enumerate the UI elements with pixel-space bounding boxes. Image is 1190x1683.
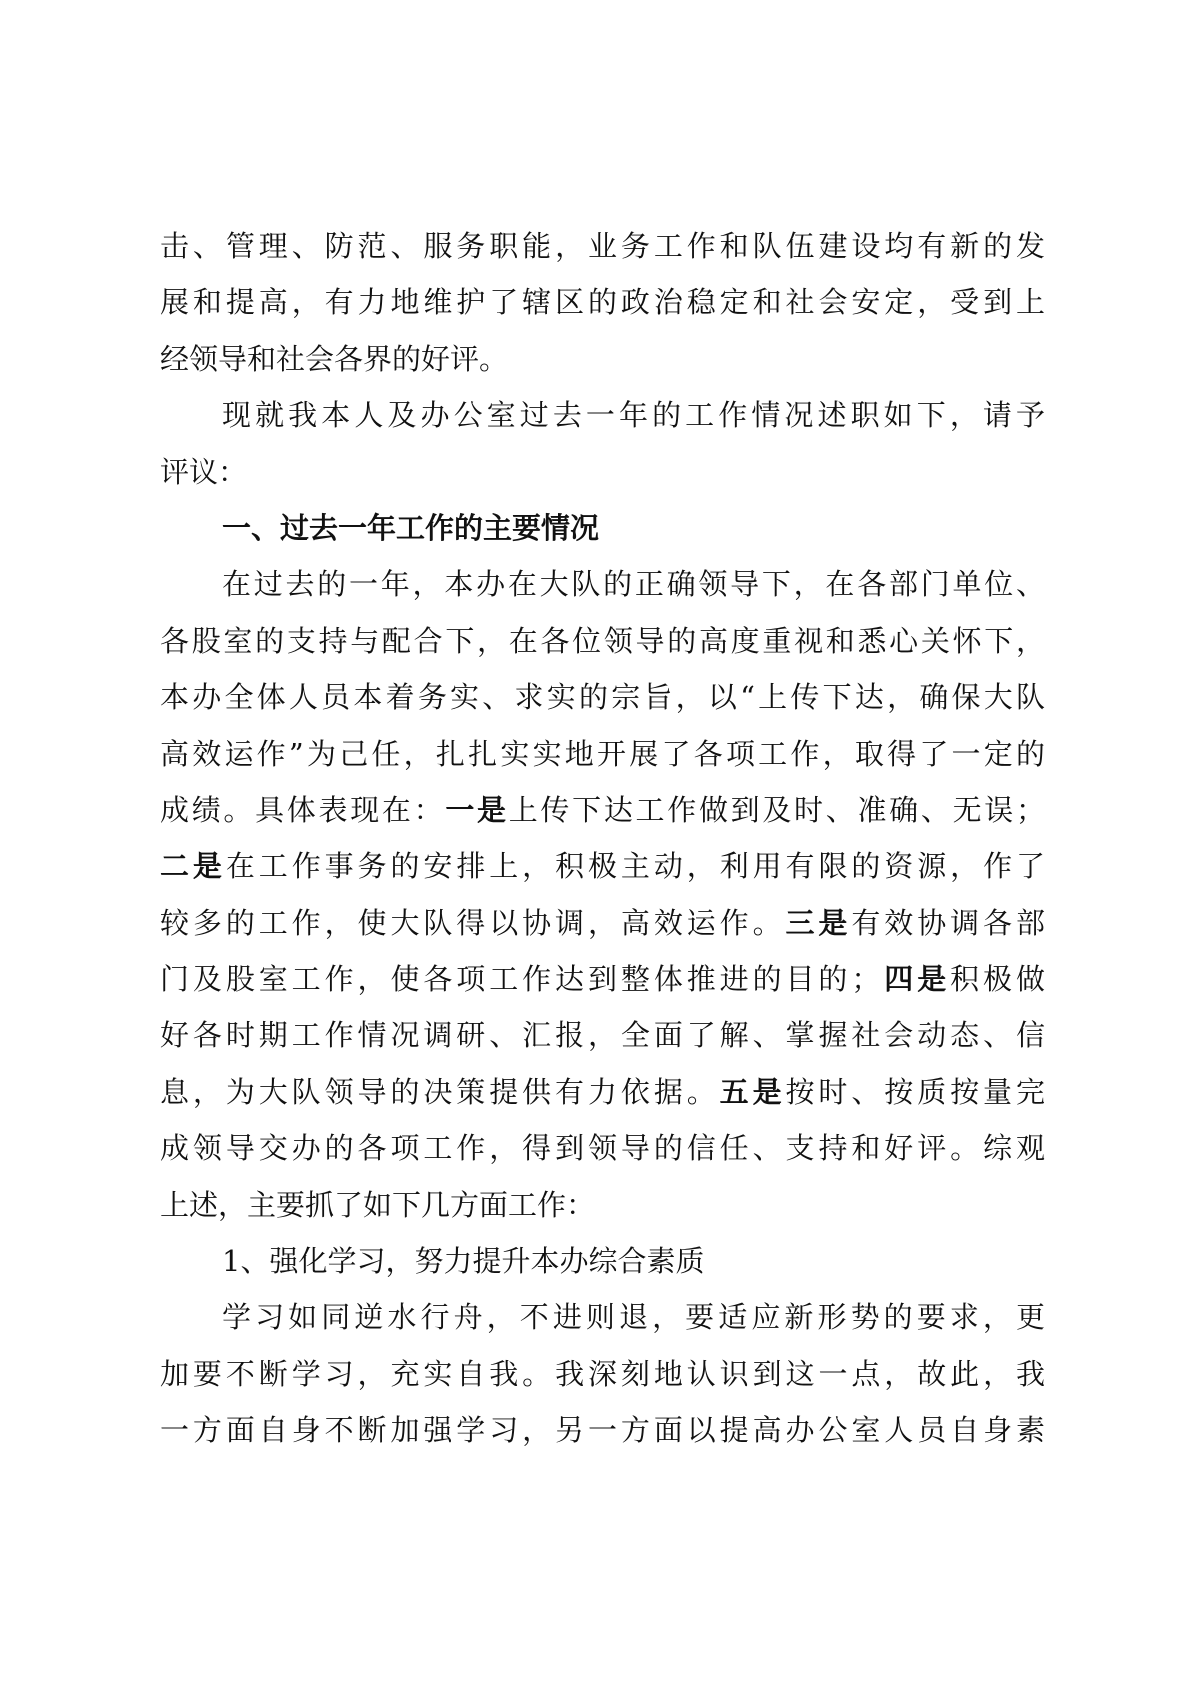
paragraph-line: 经领导和社会各界的好评。 <box>160 341 509 376</box>
paragraph-text: 成绩。具体表现在： <box>160 792 446 827</box>
paragraph-text: 上传下达工作做到及时、准确、无误； <box>508 792 1045 827</box>
point-label: 五是 <box>719 1074 786 1109</box>
paragraph-text: 在工作事务的安排上，积极主动，利用有限的资源，作了 <box>225 849 1045 884</box>
point-label: 三是 <box>785 905 852 940</box>
paragraph-line <box>160 838 1045 894</box>
paragraph-line: 本办全体人员本着务实、求实的宗旨，以“上传下达，确保大队 <box>160 680 1045 715</box>
paragraph-line: 各股室的支持与配合下，在各位领导的高度重视和悉心关怀下， <box>160 623 1045 658</box>
paragraph-line: 成领导交办的各项工作，得到领导的信任、支持和好评。综观 <box>160 1131 1045 1166</box>
paragraph-line: 一方面自身不断加强学习，另一方面以提高办公室人员自身素 <box>160 1413 1045 1448</box>
paragraph-line: 加要不断学习，充实自我。我深刻地认识到这一点，故此，我 <box>160 1356 1045 1391</box>
paragraph-line: 上述，主要抓了如下几方面工作： <box>160 1187 596 1222</box>
paragraph-line <box>160 782 1045 838</box>
paragraph-line <box>160 1064 1045 1120</box>
paragraph-text: 息，为大队领导的决策提供有力依据。 <box>160 1074 720 1109</box>
paragraph-line: 高效运作”为己任，扎扎实实地开展了各项工作，取得了一定的 <box>160 736 1045 771</box>
point-label: 四是 <box>880 962 951 997</box>
paragraph-line: 击、管理、防范、服务职能，业务工作和队伍建设均有新的发 <box>160 229 1045 263</box>
paragraph-text: 有效协调各部 <box>851 905 1045 940</box>
paragraph-line: 评议： <box>160 454 248 489</box>
paragraph-text: 较多的工作，使大队得以协调，高效运作。 <box>160 905 786 940</box>
paragraph-text: 按时、按质按量完 <box>785 1074 1045 1109</box>
paragraph-line: 现就我本人及办公室过去一年的工作情况述职如下，请予 <box>222 398 1045 433</box>
point-label: 二是 <box>160 849 226 884</box>
paragraph-line: 展和提高，有力地维护了辖区的政治稳定和社会安定，受到上 <box>160 285 1045 320</box>
paragraph-line <box>160 951 1045 1007</box>
paragraph-line <box>160 895 1045 951</box>
paragraph-line: 好各时期工作情况调研、汇报，全面了解、掌握社会动态、信 <box>160 1018 1045 1053</box>
section-heading: 一、过去一年工作的主要情况 <box>222 510 600 545</box>
document-body <box>160 218 1045 1459</box>
paragraph-line: 在过去的一年，本办在大队的正确领导下，在各部门单位、 <box>222 567 1045 602</box>
point-label: 一是 <box>445 792 509 827</box>
paragraph-text: 积极做 <box>950 962 1045 997</box>
paragraph-text: 门及股室工作，使各项工作达到整体推进的目的； <box>160 962 881 997</box>
paragraph-line: 学习如同逆水行舟，不进则退，要适应新形势的要求，更 <box>222 1300 1045 1335</box>
subsection-heading: 1、强化学习，努力提升本办综合素质 <box>222 1244 705 1279</box>
